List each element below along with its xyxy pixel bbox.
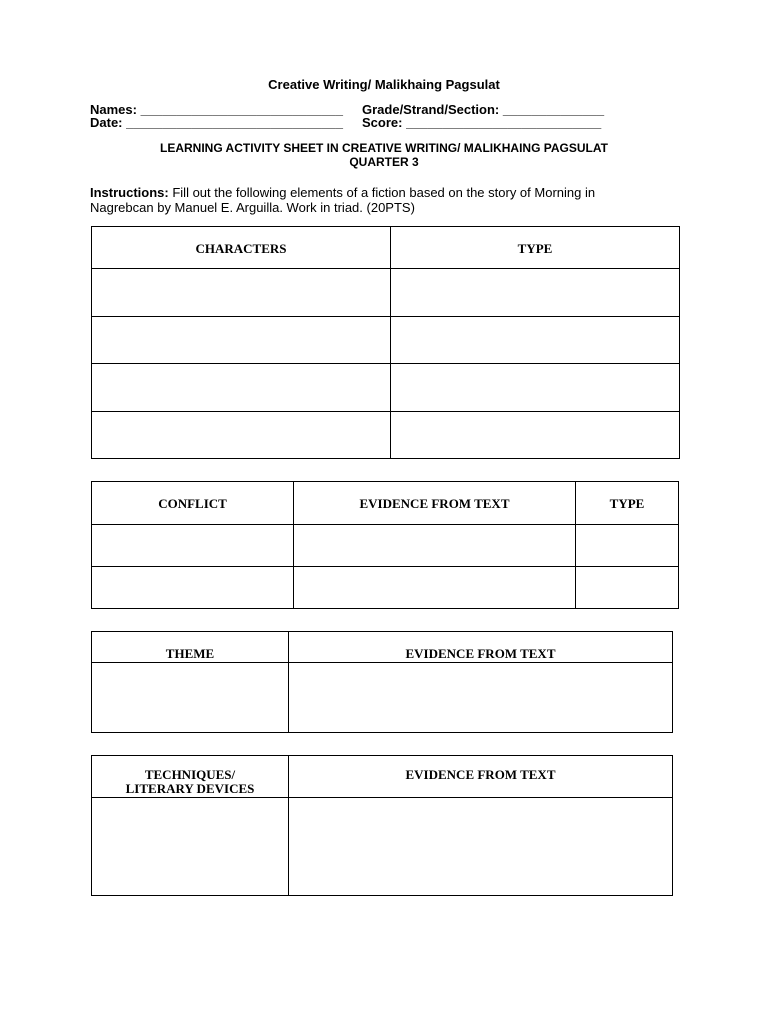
character-cell[interactable]	[92, 364, 391, 412]
conflict-cell[interactable]	[92, 525, 294, 567]
table-header-row	[92, 482, 679, 525]
table-header-row	[92, 756, 673, 798]
character-cell[interactable]	[92, 412, 391, 459]
techniques-header	[92, 756, 289, 798]
type-cell[interactable]	[391, 317, 680, 364]
table-row	[92, 798, 673, 896]
character-cell[interactable]	[92, 269, 391, 317]
evidence-cell[interactable]	[289, 798, 673, 896]
characters-table	[91, 226, 680, 459]
technique-cell[interactable]	[92, 798, 289, 896]
techniques-header-line2: LITERARY DEVICES	[125, 781, 255, 796]
table-row	[92, 663, 673, 733]
table-header-row	[92, 227, 680, 269]
type-cell[interactable]	[576, 567, 679, 609]
score-field: Score: ___________________________	[362, 115, 602, 130]
evidence-header: EVIDENCE FROM TEXT	[289, 632, 673, 663]
table-row	[92, 567, 679, 609]
techniques-header-line1: TECHNIQUES/	[144, 767, 236, 782]
table-row	[92, 412, 680, 459]
type-cell[interactable]	[576, 525, 679, 567]
date-field: Date: ______________________________	[90, 115, 344, 130]
table-header-row	[92, 632, 673, 663]
evidence-cell[interactable]	[289, 663, 673, 733]
evidence-header: EVIDENCE FROM TEXT	[294, 482, 576, 525]
worksheet-title: Creative Writing/ Malikhaing Pagsulat	[268, 77, 500, 92]
table-row	[92, 364, 680, 412]
table-row	[92, 525, 679, 567]
names-field: Names: ____________________________	[90, 102, 344, 117]
instructions	[90, 185, 650, 215]
evidence-cell[interactable]	[294, 525, 576, 567]
type-header: TYPE	[576, 482, 679, 525]
instructions-text: Fill out the following elements of a fiction based on the story of Morning in Nagrebcan by Manuel E. Arguilla. Work in triad. (20PTS)	[90, 185, 596, 215]
table-row	[92, 269, 680, 317]
theme-cell[interactable]	[92, 663, 289, 733]
activity-heading: LEARNING ACTIVITY SHEET IN CREATIVE WRITING/ MALIKHAING PAGSULAT	[159, 141, 608, 155]
grade-strand-section-field: Grade/Strand/Section: ______________	[362, 102, 605, 117]
type-cell[interactable]	[391, 269, 680, 317]
instructions-label: Instructions:	[90, 185, 169, 200]
type-header: TYPE	[391, 227, 680, 269]
characters-header: CHARACTERS	[92, 227, 391, 269]
theme-header: THEME	[92, 632, 289, 663]
conflict-table	[91, 481, 679, 609]
type-cell[interactable]	[391, 364, 680, 412]
conflict-header: CONFLICT	[92, 482, 294, 525]
theme-table	[91, 631, 673, 733]
table-row	[92, 317, 680, 364]
techniques-table	[91, 755, 673, 896]
quarter-heading: QUARTER 3	[349, 155, 419, 169]
evidence-header: EVIDENCE FROM TEXT	[289, 756, 673, 798]
conflict-cell[interactable]	[92, 567, 294, 609]
type-cell[interactable]	[391, 412, 680, 459]
evidence-cell[interactable]	[294, 567, 576, 609]
character-cell[interactable]	[92, 317, 391, 364]
